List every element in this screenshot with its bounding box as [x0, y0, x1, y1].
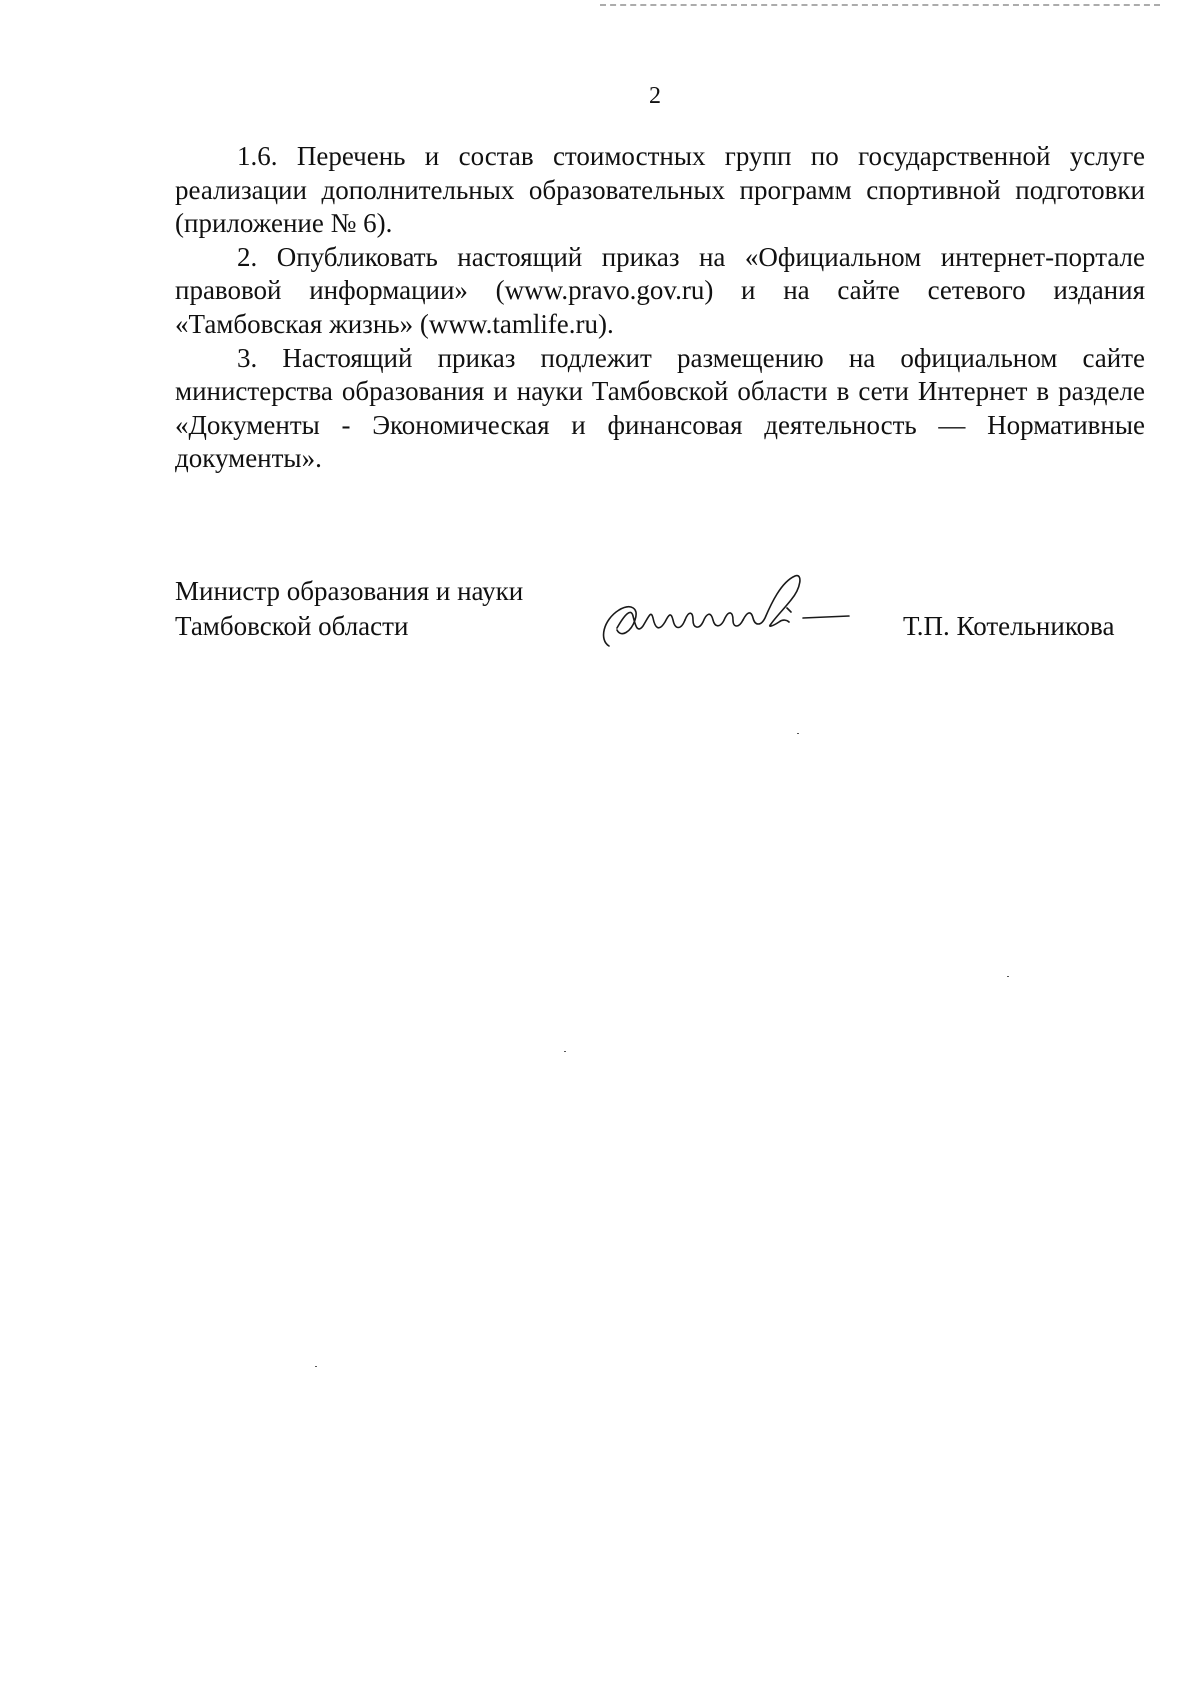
paragraph-1-6: 1.6. Перечень и состав стоимостных групп по государственной услуге реализации дополнительных образовательных программ спортивной подготовки (приложение № 6).: [175, 141, 1145, 239]
document-body: [175, 140, 1145, 476]
signer-position: [175, 574, 523, 644]
page-number: 2: [649, 83, 661, 109]
paragraph-3: 3. Настоящий приказ подлежит размещению на официальном сайте министерства образования и науки Тамбовской области в сети Интернет в разделе «Документы - Экономическая и финансовая деятельность — Нормативные документы».: [175, 342, 1145, 474]
signer-position-line-1: Министр образования и науки: [175, 576, 524, 606]
scan-speck: [797, 733, 799, 734]
scan-speck: [564, 1051, 566, 1052]
handwritten-signature: [595, 568, 875, 656]
signer-name: Т.П. Котельникова: [903, 611, 1115, 641]
scan-edge-artifact: [600, 4, 1160, 9]
paragraph-2: 2. Опубликовать настоящий приказ на «Официальном интернет-портале правовой информации» (www.pravo.gov.ru) и на сайте сетевого издания «Тамбовская жизнь» (www.tamlife.ru).: [175, 241, 1145, 339]
scan-speck: [315, 1366, 317, 1367]
scan-speck: [1007, 976, 1009, 977]
signature-block: [175, 574, 1155, 654]
signer-position-line-2: Тамбовской области: [175, 611, 409, 641]
